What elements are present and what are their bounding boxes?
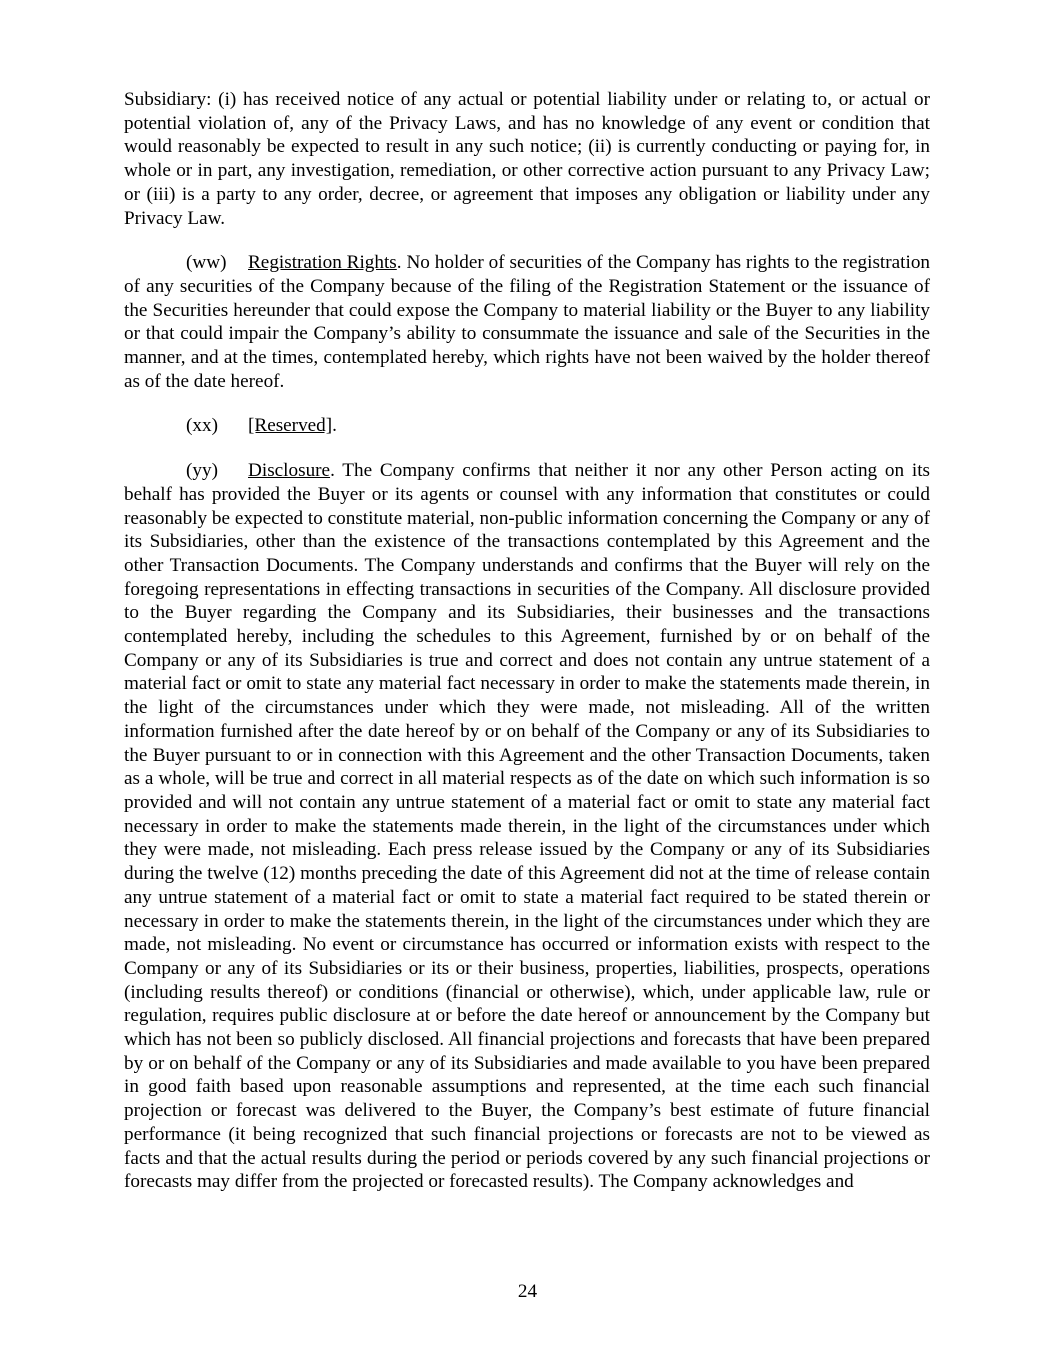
intro-paragraph: Subsidiary: (i) has received notice of any actual or potential liability under or relating to, or actual or potential violation of, any of the Privacy Laws, and has no knowledge of any event or condition that would reasonably be expected to result in any such notice; (ii) is currently conducting or paying for, in whole or in part, any investigation, remediation, or other corrective action pursuant to any Privacy Law; or (iii) is a party to any order, decree, or agreement that imposes any obligation or liability under any Privacy Law. [124,89,930,229]
section-heading: Disclosure [248,460,331,482]
document-page [124,88,930,1194]
section-number: (yy) [186,460,218,482]
page-number: 24 [517,1281,538,1302]
section-xx [124,414,930,438]
section-text: . [332,415,337,437]
section-ww [124,251,930,393]
section-heading: [Reserved] [248,415,333,437]
section-text: . No holder of securities of the Company has rights to the registration of any securities of the Company because of the filing of the Registration Statement or the issuance of the Securities hereunder that could expose the Company to material liability or the Buyer to any liability or that could impair the Company’s ability to consummate the issuance and sale of the Securities in the manner, and at the times, contemplated hereby, which rights have not been waived by the holder thereof as of the date hereof. [124,252,931,392]
section-heading: Registration Rights [248,252,397,274]
section-number: (ww) [186,252,227,274]
section-text: . The Company confirms that neither it nor any other Person acting on its behalf has provided the Buyer or its agents or counsel with any information that constitutes or could reasonably be expected to constitute material, non-public information concerning the Company or any of its Subsidiaries, other than the existence of the transactions contemplated by this Agreement and the other Transaction Documents. The Company understands and confirms that the Buyer will rely on the foregoing representations in effecting transactions in securities of the Company. All disclosure provided to the Buyer regarding the Company and its Subsidiaries, their businesses and the transactions contemplated hereby, including the schedules to this Agreement, furnished by or on behalf of the Company or any of its Subsidiaries is true and correct and does not contain any untrue statement of a material fact or omit to state any material fact necessary in order to make the statements made therein, in the light of the circumstances under which they were made, not misleading. All of the written information furnished after the date hereof by or on behalf of the Company or any of its Subsidiaries to the Buyer pursuant to or in connection with this Agreement and the other Transaction Documents, taken as a whole, will be true and correct in all material respects as of the date on which such information is so provided and will not contain any untrue statement of a material fact or omit to state any material fact necessary in order to make the statements made therein, in the light of the circumstances under which they were made, not misleading. Each press release issued by the Company or any of its Subsidiaries during the twelve (12) months preceding the date of this Agreement did not at the time of release contain any untrue statement of a material fact or omit to state a material fact required to be stated therein or necessary in order to make the statements therein, in the light of the circumstances under which they are made, not misleading. No event or circumstance has occurred or information exists with respect to the Company or any of its Subsidiaries or its or their business, properties, liabilities, prospects, operations (including results thereof) or conditions (financial or otherwise), which, under applicable law, rule or regulation, requires public disclosure at or before the date hereof or announcement by the Company but which has not been so publicly disclosed. All financial projections and forecasts that have been prepared by or on behalf of the Company or any of its Subsidiaries and made available to you have been prepared in good faith based upon reasonable assumptions and represented, at the time each such financial projection or forecast was delivered to the Buyer, the Company’s best estimate of future financial performance (it being recognized that such financial projections or forecasts are not to be viewed as facts and that the actual results during the period or periods covered by any such financial projections or forecasts may differ from the projected or forecasted results). The Company acknowledges and [124,460,930,1193]
section-yy [124,459,930,1194]
section-number: (xx) [186,415,218,437]
